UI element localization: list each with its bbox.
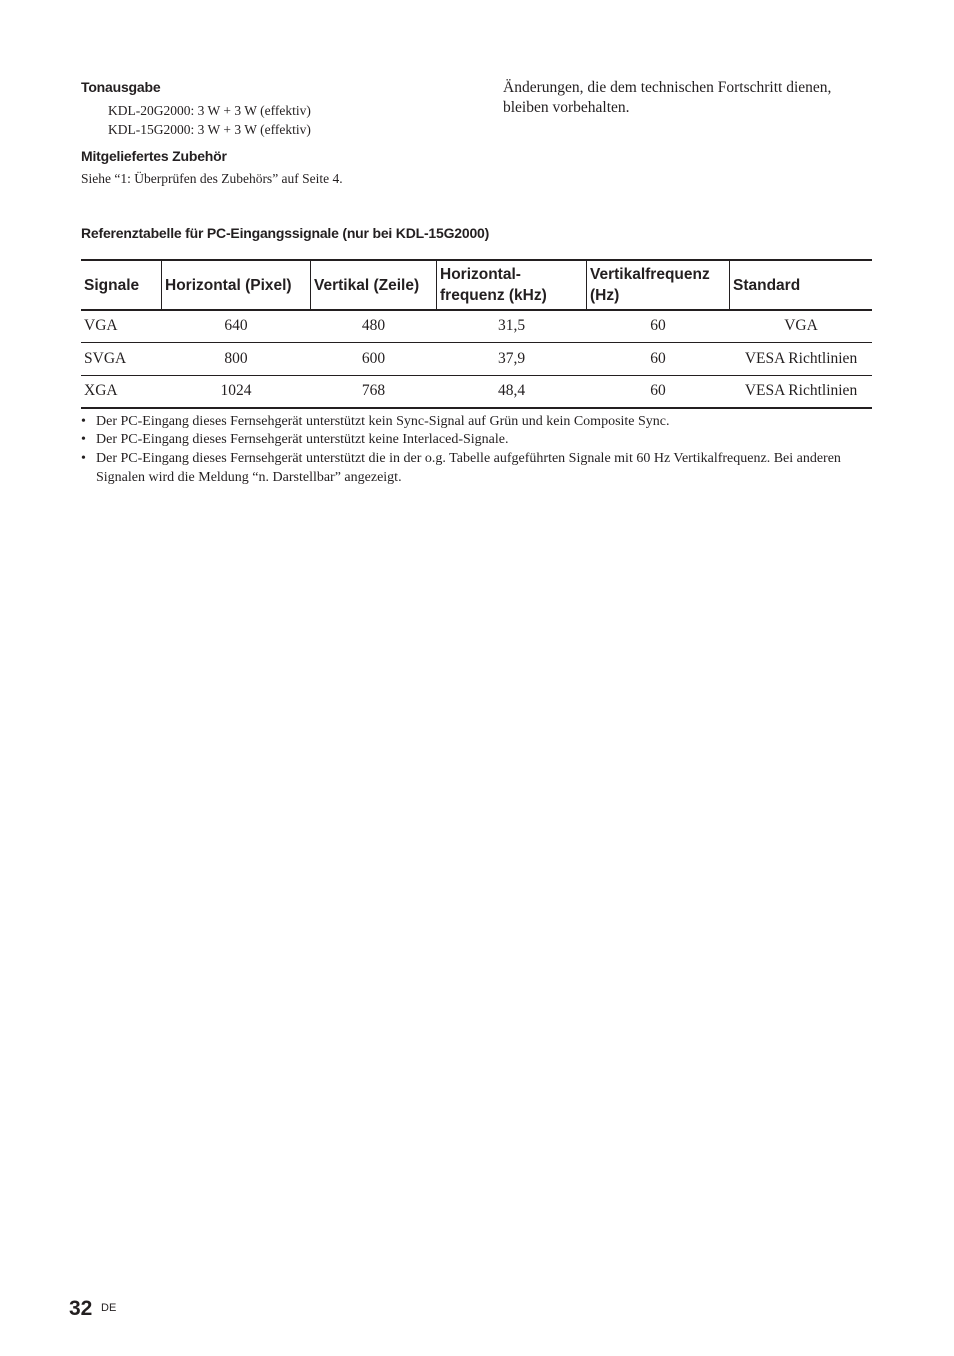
header-horizontal-pixel: Horizontal (Pixel) [165, 276, 292, 294]
note-item [81, 431, 871, 450]
bullet-icon: • [81, 432, 86, 447]
table-title: Referenztabelle für PC-Eingangssignale (nur bei KDL-15G2000) [81, 225, 490, 241]
note-text: Der PC-Eingang dieses Fernsehgerät unterstützt die in der o.g. Tabelle aufgeführten Signale mit 60 Hz Vertikalfrequenz. Bei anderen Signalen wird die Meldung “n. Darstellbar” angezeigt. [96, 451, 841, 485]
pc-signal-table [81, 259, 872, 409]
page-language: DE [101, 1302, 117, 1314]
table-bottom-rule [81, 407, 872, 409]
header-horizontal-frequenz: Horizontal- frequenz (kHz) [440, 266, 547, 304]
cell-hfreq: 48,4 [497, 382, 526, 399]
header-signale: Signale [84, 276, 140, 294]
cell-vfreq: 60 [650, 317, 666, 334]
table-row [81, 375, 872, 407]
note-item [81, 450, 871, 487]
cell-signal: XGA [84, 382, 118, 399]
bullet-icon: • [81, 414, 86, 429]
cell-vertical: 480 [361, 317, 386, 334]
cell-vfreq: 60 [650, 350, 666, 367]
header-vertikal-zeile: Vertikal (Zeile) [314, 276, 420, 294]
cell-standard: VESA Richtlinien [744, 382, 858, 399]
accessories-text: Siehe “1: Überprüfen des Zubehörs” auf Seite 4. [81, 171, 343, 186]
cell-hfreq: 31,5 [497, 317, 526, 334]
sound-line-20g: KDL-20G2000: 3 W + 3 W (effektiv) [108, 103, 311, 118]
table-header-row [81, 260, 872, 310]
cell-horizontal: 640 [224, 317, 248, 334]
header-vertikalfrequenz: Vertikalfrequenz (Hz) [590, 266, 710, 304]
cell-horizontal: 1024 [220, 382, 252, 399]
cell-hfreq: 37,9 [497, 350, 526, 367]
sound-line-15g: KDL-15G2000: 3 W + 3 W (effektiv) [108, 122, 311, 137]
cell-vertical: 768 [361, 382, 386, 399]
sound-heading: Tonausgabe [81, 79, 161, 95]
cell-vertical: 600 [361, 350, 386, 367]
cell-signal: VGA [84, 317, 118, 334]
cell-signal: SVGA [84, 350, 127, 367]
table-row [81, 343, 872, 375]
page-number: 32 [69, 1297, 93, 1320]
note-item [81, 413, 871, 432]
technical-change-notice: Änderungen, die dem technischen Fortschritt dienen, bleiben vorbehalten. [503, 79, 832, 116]
cell-vfreq: 60 [650, 382, 666, 399]
cell-horizontal: 800 [224, 350, 248, 367]
cell-standard: VGA [784, 317, 818, 334]
bullet-icon: • [81, 451, 86, 466]
note-text: Der PC-Eingang dieses Fernsehgerät unterstützt keine Interlaced-Signale. [96, 432, 509, 447]
note-text: Der PC-Eingang dieses Fernsehgerät unterstützt kein Sync-Signal auf Grün und kein Composite Sync. [96, 414, 670, 429]
table-row [81, 310, 872, 342]
cell-standard: VESA Richtlinien [744, 350, 858, 367]
header-standard: Standard [733, 276, 801, 294]
accessories-heading: Mitgeliefertes Zubehör [81, 148, 227, 164]
